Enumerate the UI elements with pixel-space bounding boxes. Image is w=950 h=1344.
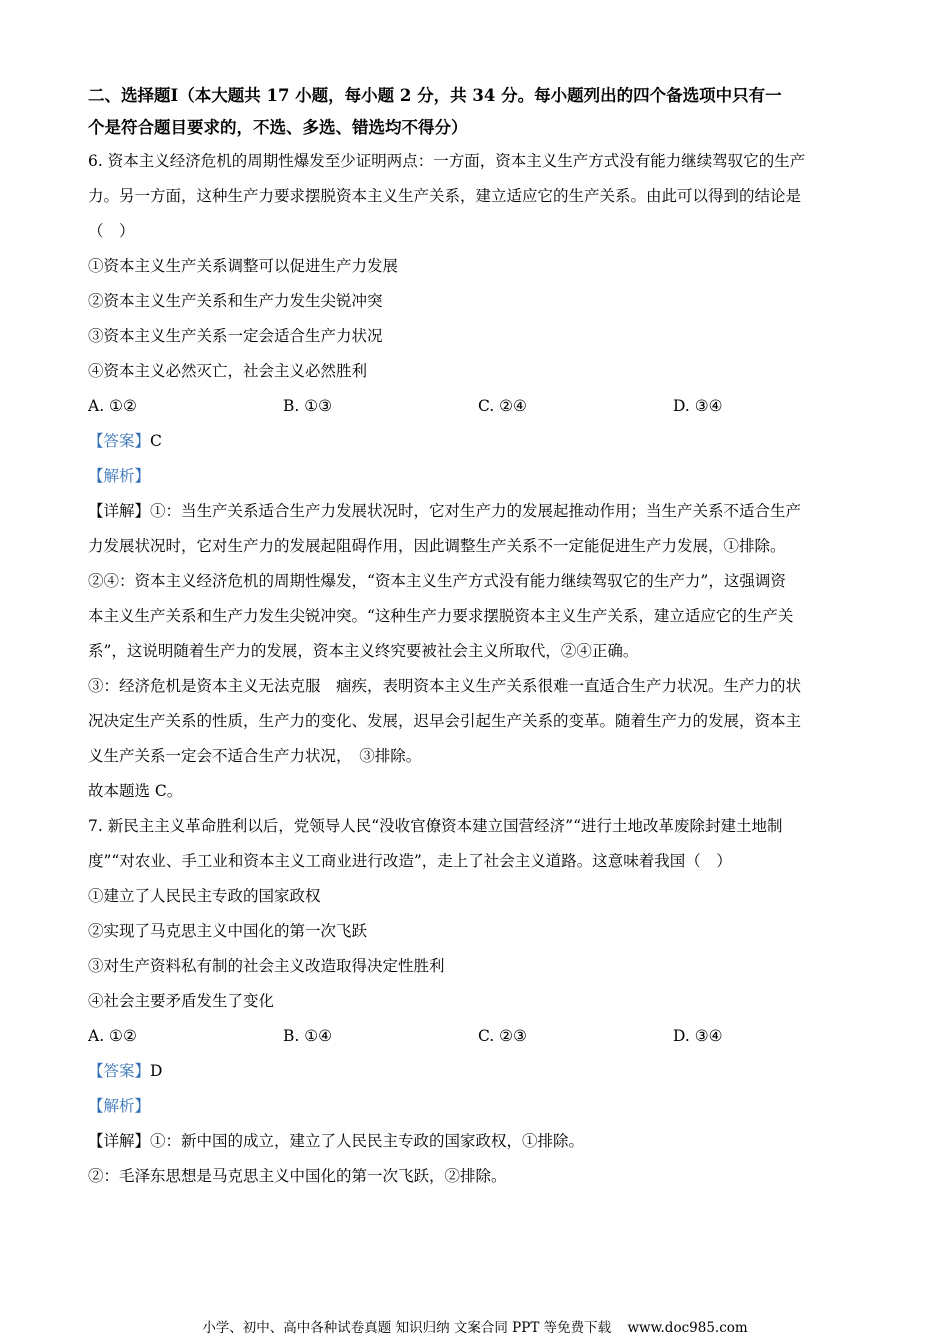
q7-option-d: D. ③④ xyxy=(673,1027,723,1045)
section-heading-line-2: 个是符合题目要求的，不选、多选、错选均不得分） xyxy=(88,118,468,137)
footer-text: 小学、初中、高中各种试卷真题 知识归纳 文案合同 PPT 等免费下载 xyxy=(202,1320,612,1336)
q7-item-2: ②实现了马克思主义中国化的第一次飞跃 xyxy=(88,922,368,940)
q6-option-c: C. ②④ xyxy=(478,397,527,415)
q7-item-4: ④社会主要矛盾发生了变化 xyxy=(88,992,275,1010)
q6-stem-line-1: 6. 资本主义经济危机的周期性爆发至少证明两点：一方面，资本主义生产方式没有能力继续驾驭它的生产 xyxy=(88,152,806,170)
q6-detail-line-5: 系”，这说明随着生产力的发展，资本主义终究要被社会主义所取代，②④正确。 xyxy=(88,642,639,660)
q6-item-3: ③资本主义生产关系一定会适合生产力状况 xyxy=(88,327,383,345)
q6-stem-line-2: 力。另一方面，这种生产力要求摆脱资本主义生产关系，建立适应它的生产关系。由此可以得到的结论是 xyxy=(88,187,802,205)
q7-detail-text-1: ①：新中国的成立，建立了人民民主专政的国家政权，①排除。 xyxy=(150,1132,585,1150)
q7-detail-tag: 【详解】 xyxy=(88,1132,151,1150)
question-7 xyxy=(88,809,868,1194)
q7-answer-value: D xyxy=(150,1062,163,1080)
q6-detail-line-2: 力发展状况时，它对生产力的发展起阻碍作用，因此调整生产关系不一定能促进生产力发展，①排除。 xyxy=(88,537,786,555)
q6-detail-tag: 【详解】 xyxy=(88,502,151,520)
q7-item-1: ①建立了人民民主专政的国家政权 xyxy=(88,887,321,905)
q6-answer-value: C xyxy=(150,432,162,450)
q7-detail-line-2: ②：毛泽东思想是马克思主义中国化的第一次飞跃，②排除。 xyxy=(88,1167,507,1185)
document-page xyxy=(88,80,868,1194)
q6-option-d: D. ③④ xyxy=(673,397,723,415)
q7-option-c: C. ②③ xyxy=(478,1027,527,1045)
footer-url[interactable]: www.doc985.com xyxy=(627,1320,748,1336)
q6-item-2: ②资本主义生产关系和生产力发生尖锐冲突 xyxy=(88,292,383,310)
q7-answer-tag: 【答案】 xyxy=(88,1062,151,1080)
q7-option-a: A. ①② xyxy=(88,1027,137,1045)
q6-detail-line-3: ②④：资本主义经济危机的周期性爆发，“资本主义生产方式没有能力继续驾驭它的生产力”，这强调资 xyxy=(88,572,786,590)
q6-detail-line-1 xyxy=(88,494,868,529)
q6-detail-line-4: 本主义生产关系和生产力发生尖锐冲突。“这种生产力要求摆脱资本主义生产关系，建立适应它的生产关 xyxy=(88,607,794,625)
q6-options xyxy=(88,389,868,424)
q6-detail-line-8: 义生产关系一定会不适合生产力状况， ③排除。 xyxy=(88,747,422,765)
q6-stem-line-3: （ ） xyxy=(88,222,135,240)
q6-detail-line-6: ③：经济危机是资本主义无法克服 痼疾，表明资本主义生产关系很难一直适合生产力状况。生产力的状 xyxy=(88,677,802,695)
q6-detail-text-1: ①：当生产关系适合生产力发展状况时，它对生产力的发展起推动作用；当生产关系不适合生产 xyxy=(150,502,802,520)
section-heading-line-1: 二、选择题Ⅰ（本大题共 17 小题，每小题 2 分，共 34 分。每小题列出的四个备选项中只有一 xyxy=(88,86,782,105)
q6-option-b: B. ①③ xyxy=(283,397,333,415)
q6-answer xyxy=(88,424,868,459)
q6-detail-line-7: 况决定生产关系的性质，生产力的变化、发展，迟早会引起生产关系的变革。随着生产力的发展，资本主 xyxy=(88,712,802,730)
q6-answer-tag: 【答案】 xyxy=(88,432,151,450)
q7-option-b: B. ①④ xyxy=(283,1027,333,1045)
q7-stem-line-2: 度”“对农业、手工业和资本主义工商业进行改造”，走上了社会主义道路。这意味着我国（ ） xyxy=(88,852,732,870)
question-6 xyxy=(88,144,868,809)
q6-option-a: A. ①② xyxy=(88,397,137,415)
q6-conclusion: 故本题选 C。 xyxy=(88,782,183,800)
q7-answer xyxy=(88,1054,868,1089)
q6-item-4: ④资本主义必然灭亡，社会主义必然胜利 xyxy=(88,362,368,380)
q7-item-3: ③对生产资料私有制的社会主义改造取得决定性胜利 xyxy=(88,957,445,975)
q6-analysis-tag: 【解析】 xyxy=(88,467,151,485)
q7-detail-line-1 xyxy=(88,1124,868,1159)
q7-options xyxy=(88,1019,868,1054)
q7-stem-line-1: 7. 新民主主义革命胜利以后，党领导人民“没收官僚资本建立国营经济”“进行土地改革废除封建土地制 xyxy=(88,817,783,835)
q7-analysis-tag: 【解析】 xyxy=(88,1097,151,1115)
q6-item-1: ①资本主义生产关系调整可以促进生产力发展 xyxy=(88,257,399,275)
page-footer xyxy=(0,1318,950,1338)
